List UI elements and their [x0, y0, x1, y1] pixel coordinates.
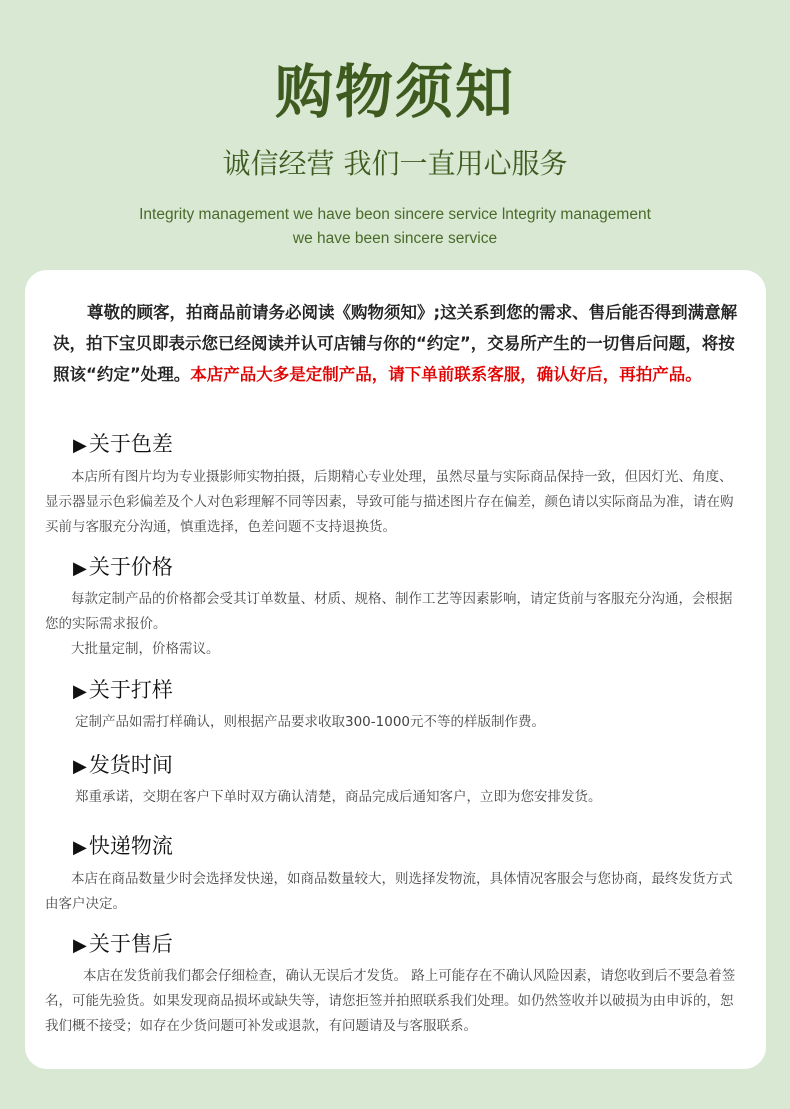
- section-sample-body: 定制产品如需打样确认，则根据产品要求收取300-1000元不等的样版制作费。: [75, 714, 545, 730]
- section-price-title: ▶关于价格: [73, 555, 173, 579]
- page-subtitle: 诚信经营 我们一直用心服务: [222, 147, 568, 180]
- triangle-icon: ▶: [73, 935, 87, 956]
- section-price-note: 大批量定制，价格需议。: [71, 641, 220, 657]
- page-title: 购物须知: [274, 58, 515, 126]
- triangle-icon: ▶: [73, 435, 87, 456]
- section-color-title: ▶关于色差: [73, 432, 173, 456]
- intro-text: 尊敬的顾客，拍商品前请务必阅读《购物须知》;这关系到您的需求、售后能否得到满意解决，拍下宝贝即表示您已经阅读并认可店铺与你的“约定”，交易所产生的一切售后问题，将按照该“约定”处理。: [53, 303, 738, 384]
- section-aftersale-body: 本店在发货前我们都会仔细检查，确认无误后才发货。 路上可能存在不确认风险因素，请您收到后不要急着签名，可能先验货。如果发现商品损坏或缺失等，请您拒签并拍照联系我们处理。如仍然签收并以破损为由申诉的，恕我们概不接受；如存在少货问题可补发或退款，有问题请及与客服联系。: [45, 968, 736, 1034]
- section-logistics-title: ▶快递物流: [73, 834, 173, 858]
- section-sample-title: ▶关于打样: [73, 678, 173, 702]
- triangle-icon: ▶: [73, 558, 87, 579]
- triangle-icon: ▶: [73, 756, 87, 777]
- triangle-icon: ▶: [73, 837, 87, 858]
- section-color-body: 本店所有图片均为专业摄影师实物拍摄，后期精心专业处理，虽然尽量与实际商品保持一致，但因灯光、角度、显示器显示色彩偏差及个人对色彩理解不同等因素，导致可能与描述图片存在偏差，颜色请以实际商品为准，请在购买前与客服充分沟通，慎重选择，色差问题不支持退换货。: [45, 469, 734, 535]
- intro-highlight: 本店产品大多是定制产品，请下单前联系客服，确认好后，再拍产品。: [190, 365, 702, 384]
- section-shipping-time-body: 郑重承诺，交期在客户下单时双方确认清楚，商品完成后通知客户，立即为您安排发货。: [75, 789, 602, 805]
- english-slogan: Integrity management we have beon sincere service lntegrity management we have been sincere service: [139, 206, 651, 247]
- intro-paragraph: [53, 297, 743, 390]
- triangle-icon: ▶: [73, 681, 87, 702]
- notice-card: [25, 270, 766, 1069]
- section-price-body: 每款定制产品的价格都会受其订单数量、材质、规格、制作工艺等因素影响，请定货前与客服充分沟通，会根据您的实际需求报价。: [45, 591, 733, 632]
- section-shipping-time-title: ▶发货时间: [73, 753, 173, 777]
- section-aftersale-title: ▶关于售后: [73, 932, 173, 956]
- section-logistics-body: 本店在商品数量少时会选择发快递，如商品数量较大，则选择发物流，具体情况客服会与您协商，最终发货方式由客户决定。: [45, 871, 733, 912]
